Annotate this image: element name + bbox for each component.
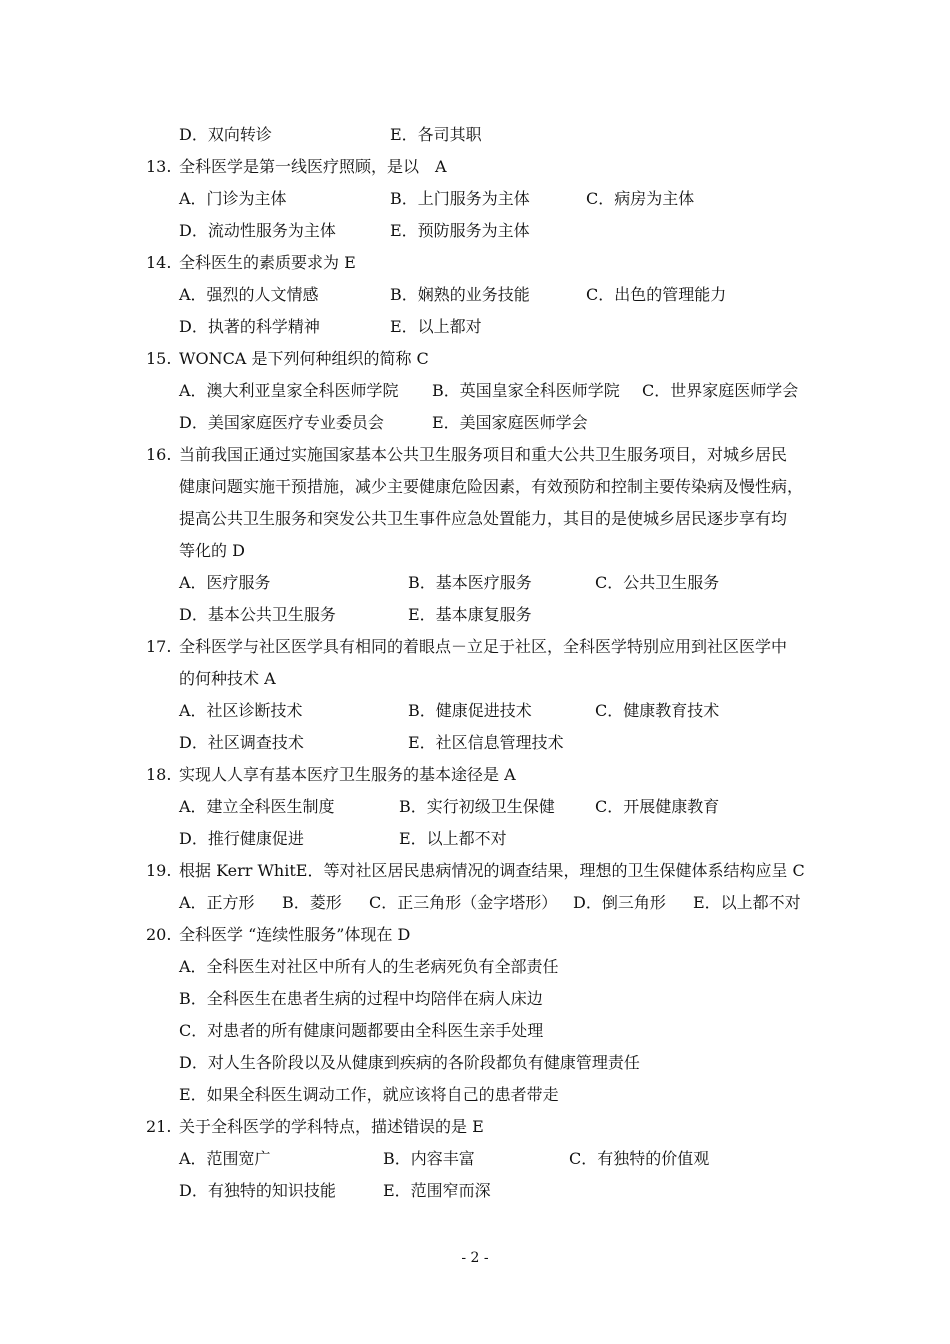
option-d: D．对人生各阶段以及从健康到疾病的各阶段都负有健康管理责任 [179,1053,640,1072]
option-b: B．上门服务为主体 [390,189,530,208]
option-a: A．医疗服务 [179,573,271,592]
question-text: 实现人人享有基本医疗卫生服务的基本途径是 A [179,765,516,784]
option-c: C．正三角形（金字塔形） [369,893,558,912]
option-d: D．社区调查技术 [179,733,304,752]
question-number: 17. [146,637,172,656]
option-b: B．基本医疗服务 [408,573,532,592]
option-a: A．范围宽广 [179,1149,271,1168]
question-number: 15. [146,349,172,368]
question-number: 19. [146,861,172,880]
option-d: D．美国家庭医疗专业委员会 [179,413,384,432]
option-c: C．病房为主体 [586,189,695,208]
question-number: 18. [146,765,172,784]
option-d: D．基本公共卫生服务 [179,605,336,624]
question-text: 等化的 D [179,541,245,560]
option-b: B．实行初级卫生保健 [399,797,555,816]
option-e: E．以上都不对 [399,829,507,848]
page-number: - 2 - [461,1250,489,1266]
option-e: E．范围窄而深 [383,1181,491,1200]
option-b: B．内容丰富 [383,1149,475,1168]
question-number: 14. [146,253,172,272]
option-a: A．门诊为主体 [179,189,287,208]
question-text: 当前我国正通过实施国家基本公共卫生服务项目和重大公共卫生服务项目，对城乡居民 [179,445,788,464]
option-e: E．预防服务为主体 [390,221,530,240]
option-a: A．澳大利亚皇家全科医师学院 [179,381,399,400]
option-b: B．英国皇家全科医师学院 [432,381,620,400]
option-a: A．建立全科医生制度 [179,797,335,816]
option-e: E．以上都不对 [693,893,801,912]
question-text: 全科医学与社区医学具有相同的着眼点－立足于社区，全科医学特别应用到社区医学中 [179,637,788,656]
option-c: C．有独特的价值观 [569,1149,710,1168]
option-e: E．社区信息管理技术 [408,733,564,752]
question-text: 根据 Kerr WhitE．等对社区居民患病情况的调查结果，理想的卫生保健体系结构应呈 C [179,861,805,880]
question-number: 16. [146,445,172,464]
question-text: 的何种技术 A [179,669,276,688]
question-number: 13. [146,157,172,176]
option-d: D．执著的科学精神 [179,317,320,336]
option-e: E．以上都对 [390,317,482,336]
question-text: 关于全科医学的学科特点，描述错误的是 E [179,1117,484,1136]
option-b: B．全科医生在患者生病的过程中均陪伴在病人床边 [179,989,543,1008]
question-text: 提高公共卫生服务和突发公共卫生事件应急处置能力，其目的是使城乡居民逐步享有均 [179,509,788,528]
question-text: 全科医生的素质要求为 E [179,253,356,272]
option-c: C．健康教育技术 [595,701,720,720]
option-e: E．如果全科医生调动工作，就应该将自己的患者带走 [179,1085,559,1104]
option-b: B．健康促进技术 [408,701,532,720]
question-text: WONCA 是下列何种组织的简称 C [179,349,429,368]
option-b: B．菱形 [282,893,342,912]
question-text: 全科医学 “连续性服务”体现在 D [179,925,411,944]
option-d: D．倒三角形 [573,893,666,912]
option-d: D．双向转诊 [179,125,272,144]
option-c: C．开展健康教育 [595,797,720,816]
option-a: A．社区诊断技术 [179,701,303,720]
option-e: E．基本康复服务 [408,605,532,624]
option-e: E．美国家庭医师学会 [432,413,588,432]
question-number: 20. [146,925,172,944]
option-e: E．各司其职 [390,125,482,144]
question-text: 健康问题实施干预措施，减少主要健康危险因素，有效预防和控制主要传染病及慢性病， [179,477,804,496]
question-number: 21. [146,1117,172,1136]
option-c: C．出色的管理能力 [586,285,727,304]
option-a: A．强烈的人文情感 [179,285,319,304]
option-c: C．世界家庭医师学会 [642,381,799,400]
option-b: B．娴熟的业务技能 [390,285,530,304]
option-d: D．有独特的知识技能 [179,1181,336,1200]
option-a: A．正方形 [179,893,255,912]
option-c: C．对患者的所有健康问题都要由全科医生亲手处理 [179,1021,544,1040]
option-d: D．推行健康促进 [179,829,304,848]
question-text: 全科医学是第一线医疗照顾，是以 A [179,157,447,176]
option-a: A．全科医生对社区中所有人的生老病死负有全部责任 [179,957,559,976]
option-d: D．流动性服务为主体 [179,221,336,240]
option-c: C．公共卫生服务 [595,573,720,592]
